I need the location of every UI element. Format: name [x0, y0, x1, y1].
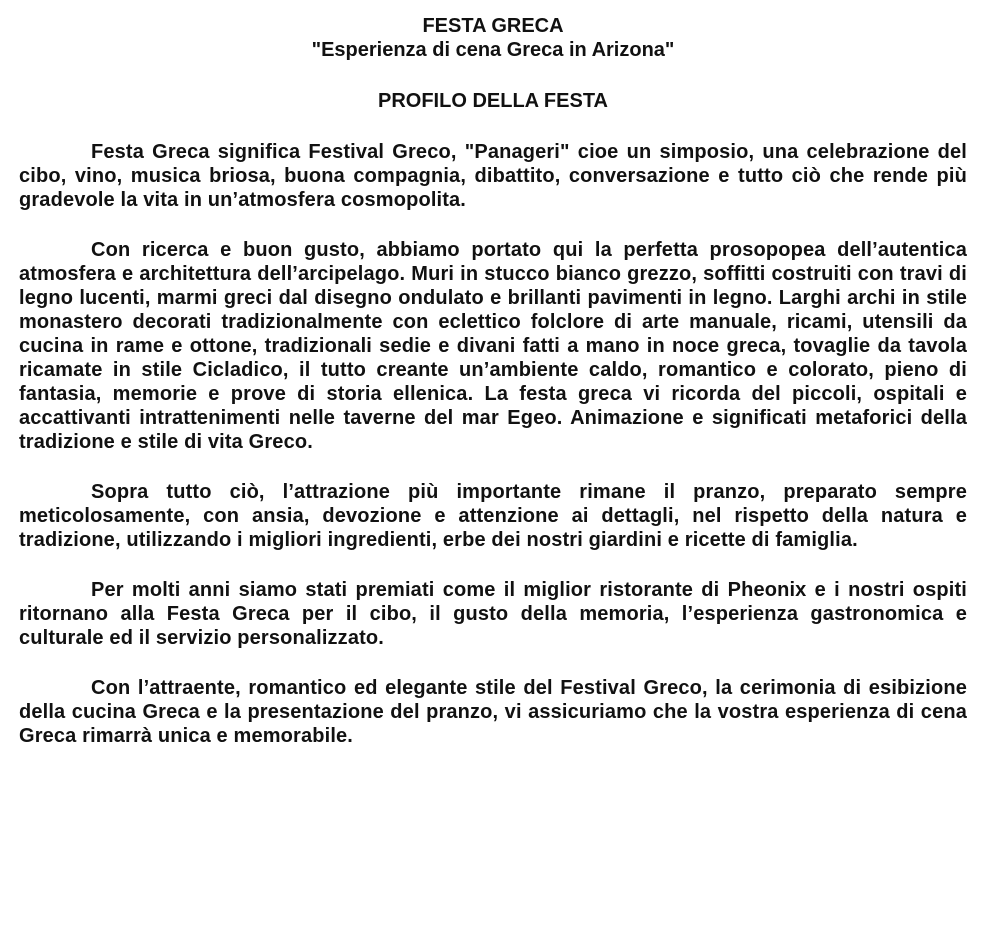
document-title: FESTA GRECA: [422, 15, 564, 37]
section-heading: PROFILO DELLA FESTA: [378, 90, 608, 112]
paragraph-closing: Con l’attraente, romantico ed elegante stile del Festival Greco, la cerimonia di esibizione della cucina Greca e la presentazione del pranzo, vi assicuriamo che la vostra esperienza di cena Greca rimarrà unica e memorabile.: [19, 677, 967, 747]
document-page: [19, 14, 967, 748]
document-subtitle: "Esperienza di cena Greca in Arizona": [311, 39, 675, 61]
paragraph-intro: Festa Greca significa Festival Greco, "Panageri" cioe un simposio, una celebrazione del cibo, vino, musica briosa, buona compagnia, dibattito, conversazione e tutto ciò che rende più gradevole la vita in un’atmosfera cosmopolita.: [19, 141, 967, 211]
paragraph-food: Sopra tutto ciò, l’attrazione più importante rimane il pranzo, preparato sempre meticolosamente, con ansia, devozione e attenzione ai dettagli, nel rispetto della natura e tradizione, utilizzando i migliori ingredienti, erbe dei nostri giardini e ricette di famiglia.: [19, 481, 967, 551]
paragraph-awards: Per molti anni siamo stati premiati come il miglior ristorante di Pheonix e i nostri ospiti ritornano alla Festa Greca per il cibo, il gusto della memoria, l’esperienza gastronomica e culturale ed il servizio personalizzato.: [19, 579, 967, 649]
paragraph-atmosphere: Con ricerca e buon gusto, abbiamo portato qui la perfetta prosopopea dell’autentica atmosfera e architettura dell’arcipelago. Muri in stucco bianco grezzo, soffitti costruiti con travi di legno lucenti, marmi greci dal disegno ondulato e brillanti pavimenti in legno. Larghi archi in stile monastero decorati tradizionalmente con eclettico folclore di arte manuale, ricami, utensili da cucina in rame e ottone, tradizionali sedie e divani fatti a mano in noce greca, tovaglie da tavola ricamate in stile Cicladico, il tutto creante un’ambiente caldo, romantico e colorato, pieno di fantasia, memorie e prove di storia ellenica. La festa greca vi ricorda del piccoli, ospitali e accattivanti intrattenimenti nelle taverne del mar Egeo. Animazione e significati metaforici della tradizione e stile di vita Greco.: [19, 239, 967, 453]
